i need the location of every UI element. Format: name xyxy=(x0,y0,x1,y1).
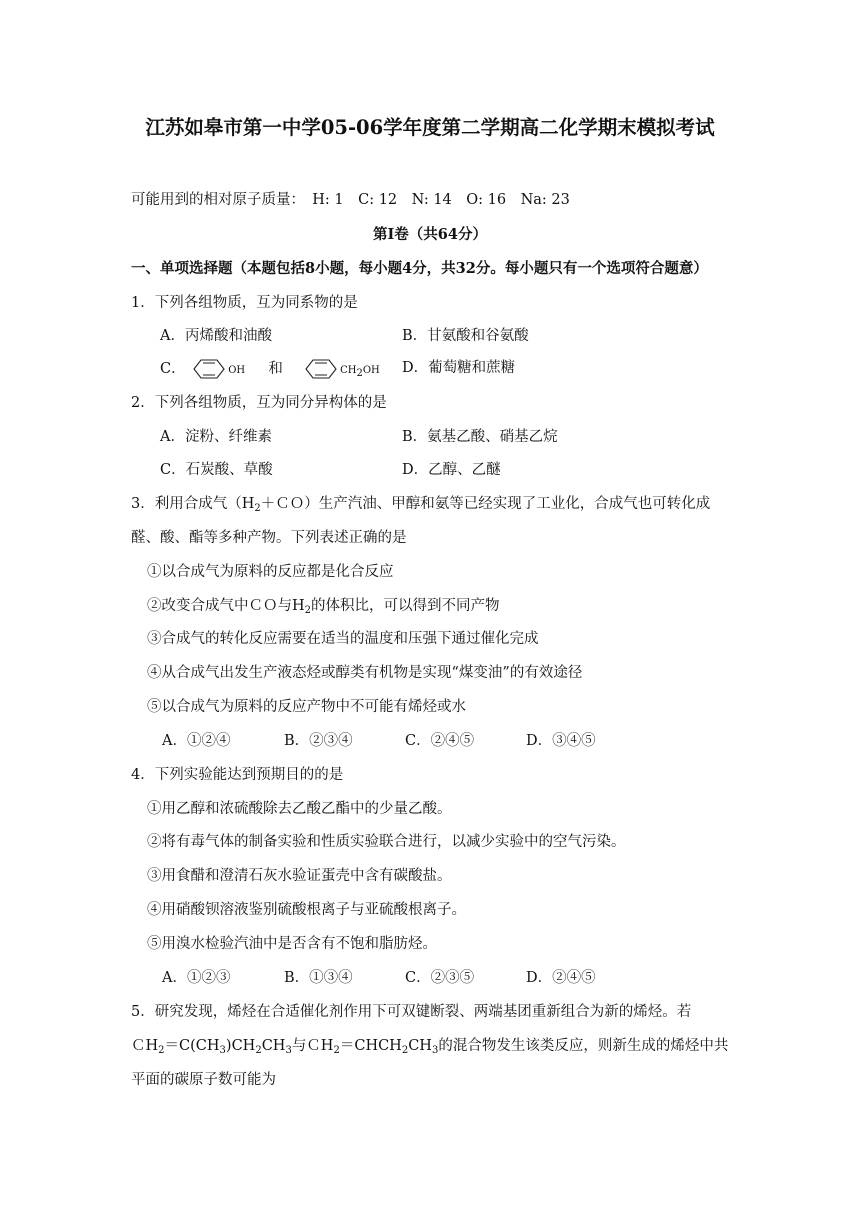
question-1-option-a: A．丙烯酸和油酸 xyxy=(160,328,272,344)
benzyl-alcohol-label: $CH_2OH$ xyxy=(340,365,380,379)
question-5-stem-line-3: 平面的碳原子数可能为 xyxy=(131,1072,276,1088)
question-4-statement-1: ①用乙醇和浓硫酸除去乙酸乙酯中的少量乙酸。 xyxy=(147,801,452,817)
question-4-option-b: B．①③④ xyxy=(284,970,353,986)
question-4-stem: 4．下列实验能达到预期目的的是 xyxy=(131,767,344,783)
option-c-and: 和 xyxy=(268,361,283,377)
question-2-option-d: D．乙醇、乙醚 xyxy=(402,462,501,478)
atomic-masses-line: 可能用到的相对原子质量： H: 1 C: 12 N: 14 O: 16 Na: 23 xyxy=(131,192,570,208)
question-4-option-a: A．①②③ xyxy=(162,970,231,986)
question-1-option-d: D．葡萄糖和蔗糖 xyxy=(402,360,516,376)
question-4-statement-4: ④用硝酸钡溶液鉴别硫酸根离子与亚硫酸根离子。 xyxy=(147,902,466,918)
option-c-label: C． xyxy=(160,361,186,377)
question-2-option-c: C．石炭酸、草酸 xyxy=(160,462,273,478)
question-3-stem-line-2: 醛、酸、酯等多种产物。下列表述正确的是 xyxy=(131,530,407,546)
question-4-statement-5: ⑤用溴水检验汽油中是否含有不饱和脂肪烃。 xyxy=(147,936,437,952)
section-heading: 一、单项选择题（本题包括8小题，每小题4分，共32分。每小题只有一个选项符合题意） xyxy=(131,260,708,277)
question-4-option-c: C．②③⑤ xyxy=(405,970,475,986)
question-1-option-b: B．甘氨酸和谷氨酸 xyxy=(402,328,529,344)
question-5-formula-line: $CH_2=C(CH_3)CH_2CH_3$与$CH_2=CHCH_2CH_3$的混合物发生该类反应，则新生成的烯烃中共 xyxy=(131,1038,729,1056)
question-2-option-b: B．氨基乙酸、硝基乙烷 xyxy=(402,429,558,445)
question-3-option-c: C．②④⑤ xyxy=(405,733,475,749)
question-1-stem: 1．下列各组物质，互为同系物的是 xyxy=(131,295,358,311)
question-3-option-d: D．③④⑤ xyxy=(526,733,596,749)
question-4-option-d: D．②④⑤ xyxy=(526,970,596,986)
question-3-statement-5: ⑤以合成气为原料的反应产物中不可能有烯烃或水 xyxy=(147,699,466,715)
question-3-stem-line-1: 3．利用合成气$(H_2+CO)$生产汽油、甲醇和氨等已经实现了工业化，合成气也可转化成 xyxy=(131,496,711,514)
question-3-statement-1: ①以合成气为原料的反应都是化合反应 xyxy=(147,564,394,580)
question-1-option-c xyxy=(160,358,380,384)
benzene-ring-icon xyxy=(190,358,228,380)
phenol-oh-label: OH xyxy=(228,365,246,376)
question-5-stem-line-1: 5．研究发现，烯烃在合适催化剂作用下可双键断裂、两端基团重新组合为新的烯烃。若 xyxy=(131,1004,692,1020)
question-4-statement-2: ②将有毒气体的制备实验和性质实验联合进行，以减少实验中的空气污染。 xyxy=(147,834,626,850)
part-heading: 第I卷（共64分） xyxy=(373,226,487,243)
question-3-option-b: B．②③④ xyxy=(284,733,353,749)
question-2-option-a: A．淀粉、纤维素 xyxy=(160,429,272,445)
question-3-statement-3: ③合成气的转化反应需要在适当的温度和压强下通过催化完成 xyxy=(147,631,539,647)
question-2-stem: 2．下列各组物质，互为同分异构体的是 xyxy=(131,395,387,411)
question-4-statement-3: ③用食醋和澄清石灰水验证蛋壳中含有碳酸盐。 xyxy=(147,868,452,884)
benzene-ring-icon xyxy=(302,358,340,380)
question-3-statement-2: ②改变合成气中ＣＯ与$H_2$的体积比，可以得到不同产物 xyxy=(147,598,500,616)
question-3-statement-4: ④从合成气出发生产液态烃或醇类有机物是实现“煤变油”的有效途径 xyxy=(147,665,583,681)
exam-title: 江苏如皋市第一中学05-06学年度第二学期高二化学期末模拟考试 xyxy=(145,116,715,139)
question-3-option-a: A．①②④ xyxy=(162,733,231,749)
